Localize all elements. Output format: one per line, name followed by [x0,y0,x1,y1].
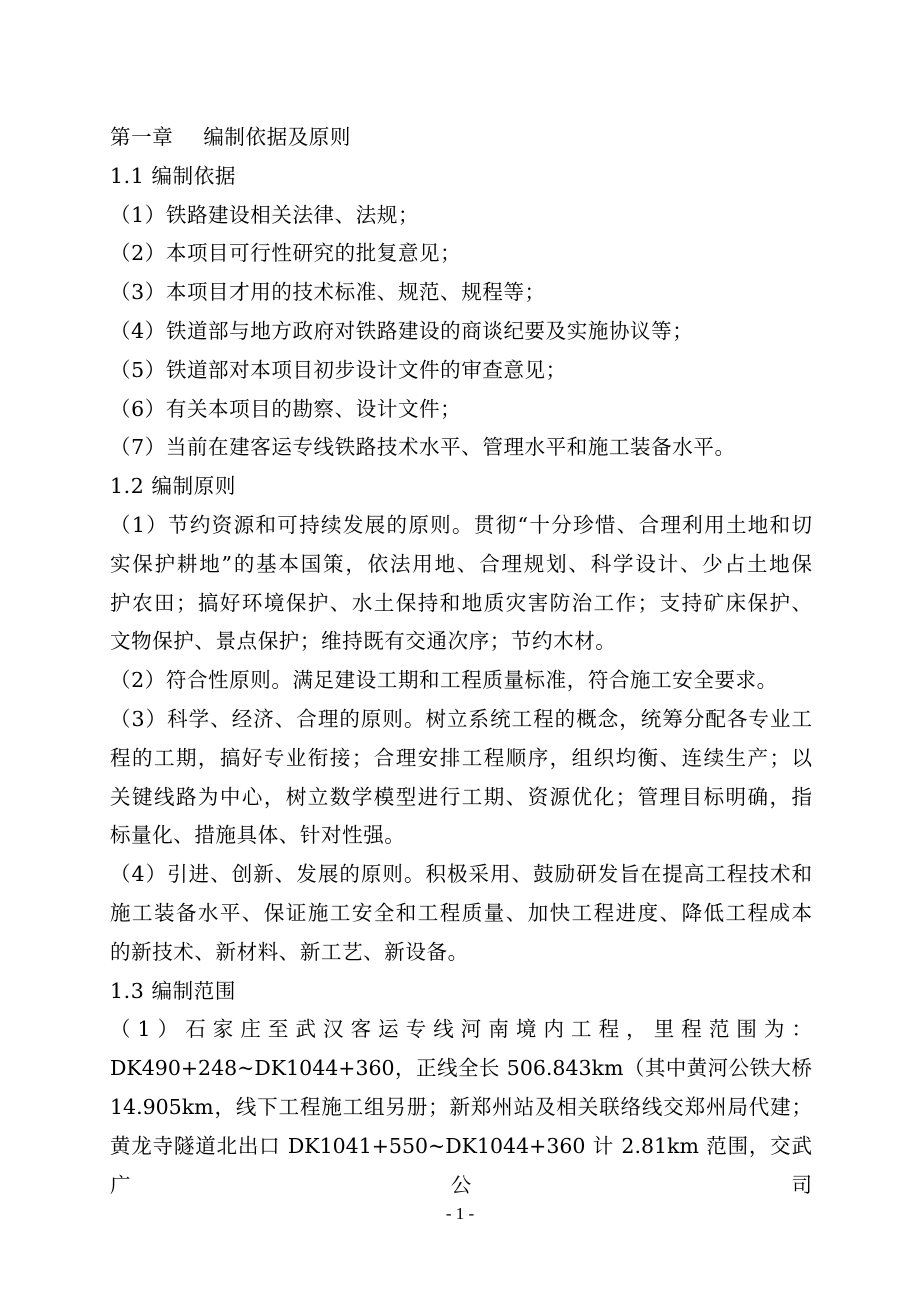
scope-1-line-3: 14.905km，线下工程施工组另册；新郑州站及相关联络线交郑州局代建； [110,1094,812,1119]
basis-item-3: （3）本项目才用的技术标准、规范、规程等； [110,280,546,305]
scope-1-line-1: （1）石家庄至武汉客运专线河南境内工程，里程范围为： [110,1017,812,1042]
principle-4-line-1: （4）引进、创新、发展的原则。积极采用、鼓励研发旨在提高工程技术和 [110,862,812,887]
principle-4-line-3: 的新技术、新材料、新工艺、新设备。 [110,939,469,964]
section-heading-1-1: 1.1 编制依据 [110,163,236,188]
principle-1-line-3: 护农田；搞好环境保护、水土保持和地质灾害防治工作；支持矿床保护、 [110,590,812,615]
principle-1-line-4: 文物保护、景点保护；维持既有交通次序；节约木材。 [110,629,617,654]
basis-item-7: （7）当前在建客运专线铁路技术水平、管理水平和施工装备水平。 [110,435,736,460]
principle-4-line-2: 施工装备水平、保证施工安全和工程质量、加快工程进度、降低工程成本 [110,900,812,925]
principle-2-line-1: （2）符合性原则。满足建设工期和工程质量标准，符合施工安全要求。 [110,668,778,693]
basis-item-1: （1）铁路建设相关法律、法规； [110,202,420,227]
principle-3-line-4: 标量化、措施具体、针对性强。 [110,823,406,848]
document-body [110,118,812,1197]
basis-item-6: （6）有关本项目的勘察、设计文件； [110,396,462,421]
scope-1-line-2: DK490+248~DK1044+360，正线全长 506.843km（其中黄河公铁大桥 [110,1056,812,1081]
section-heading-1-3: 1.3 编制范围 [110,978,236,1003]
section-heading-1-2: 1.2 编制原则 [110,474,236,499]
principle-1-line-1: （1）节约资源和可持续发展的原则。贯彻“十分珍惜、合理利用土地和切 [110,512,812,537]
scope-1-line-4: 黄龙寺隧道北出口 DK1041+550~DK1044+360 计 2.81km 范围，交武广公司 [110,1133,812,1197]
principle-1-line-2: 实保护耕地”的基本国策，依法用地、合理规划、科学设计、少占土地保 [110,551,812,576]
chapter-title: 编制依据及原则 [203,125,352,149]
chapter-number: 第一章 [110,125,174,149]
principle-3-line-2: 程的工期，搞好专业衔接；合理安排工程顺序，组织均衡、连续生产；以 [110,745,812,770]
basis-item-5: （5）铁道部对本项目初步设计文件的审查意见； [110,357,567,382]
page-number: - 1 - [445,1204,475,1223]
chapter-heading [110,118,812,157]
principle-3-line-1: （3）科学、经济、合理的原则。树立系统工程的概念，统筹分配各专业工 [110,706,812,731]
basis-item-2: （2）本项目可行性研究的批复意见； [110,241,462,266]
basis-item-4: （4）铁道部与地方政府对铁路建设的商谈纪要及实施协议等； [110,318,694,343]
principle-3-line-3: 关键线路为中心，树立数学模型进行工期、资源优化；管理目标明确，指 [110,784,812,809]
